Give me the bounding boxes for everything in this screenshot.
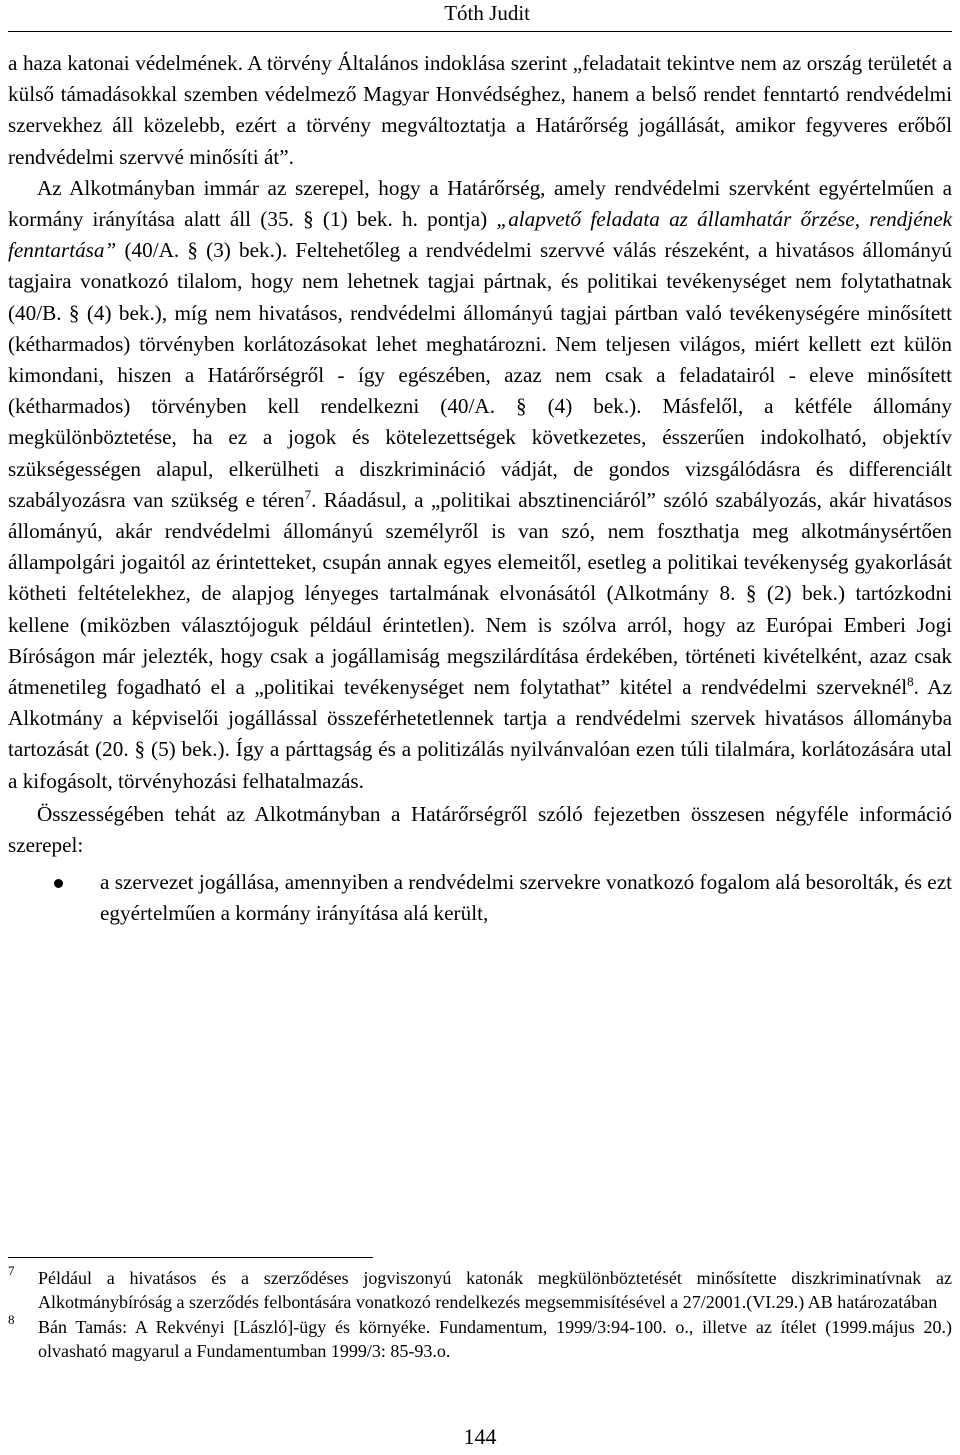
main-text: [8, 48, 952, 930]
running-header-author: Tóth Judit: [444, 1, 530, 25]
paragraph-1: a haza katonai védelmének. A törvény Általános indoklása szerint „feladatait tekintve nem az ország területét a külső támadásokkal szemben védelmező Magyar Honvédséghez, hanem a belső rendet fenntartó rendvédelmi szervekhez áll közelebb, ezért a törvény megváltoztatja a Határőrség jogállását, amikor fegyveres erőből rendvédelmi szervvé minősíti át”.: [8, 51, 952, 169]
header-divider: [8, 31, 952, 32]
footnote-7: [8, 1263, 952, 1314]
paragraph-2-text-a: Az Alkotmányban immár az szerepel, hogy a Határőrség, amely rendvédelmi szervként egyértelműen a kormány irányítása alatt áll (35. § (1) bek. h. pontja): [8, 175, 952, 232]
footnotes: [8, 1263, 952, 1363]
footnote-mark: 8: [8, 1312, 15, 1327]
footnote-ref-8[interactable]: 8: [907, 674, 914, 689]
footnote-8: [8, 1312, 952, 1363]
footnote-divider: [8, 1257, 373, 1258]
paragraph-2-text-b: (40/A. § (3) bek.). Feltehetőleg a rendvédelmi szervvé válás részeként, a hivatásos állományú tagjaira vonatkozó tilalom, hogy nem lehetnek tagjai pártnak, és politikai tevékenységet nem folytathatnak (40/B. § (4) bek.), míg nem hivatásos, rendvédelmi állományú tagjai pártban való tevékenységére minősített (kétharmados) törvényben korlátozásokat lehet meghatározni. Nem teljesen világos, miért kellett ezt külön kimondani, hiszen a Határőrségről - így egészében, azaz nem csak a feladatairól - eleve minősített (kétharmados) törvényben kell rendelkezni (40/A. § (4) bek.). Másfelől, a kétféle állomány megkülönböztetése, ha ez a jogok és kötelezettségek következetes, ésszerűen indokolható, objektív szükségességen alapul, elkerülheti a diszkrimináció vádját, de gondos vizsgálódásra és differenciált szabályozásra van szükség e téren: [8, 238, 952, 512]
paragraph-2-quote: „alapvető feladata az államhatár őrzése, rendjének fenntartása”: [8, 207, 952, 263]
footnote-mark: 7: [8, 1263, 15, 1278]
footnote-ref-7[interactable]: 7: [304, 486, 312, 502]
footnote-text: Bán Tamás: A Rekvényi [László]-ügy és környéke. Fundamentum, 1999/3:94-100. o., illetve az ítélet (1999.május 20.) olvasható magyarul a Fundamentumban 1999/3: 85-93.o.: [38, 1317, 952, 1361]
paragraph-2-text-c: . Ráadásul, a „politikai absztinenciáról” szóló szabályozás, akár hivatásos állományú, akár rendvédelmi állományú személyről is van szó, nem foszthatja meg alkotmánysértően állampolgári jogaitól az érintetteket, csupán annak egyes elemeitől, esetleg a politikai tevékenység gyakorlását kötheti feltételekhez, de alapjog lényeges tartalmának elvonásától (Alkotmány 8. § (2) bek.) tartózkodni kellene (miközben választójoguk például érintetlen). Nem is szólva arról, hogy az Európai Emberi Jogi Bíróságon már jelezték, hogy csak a jogállamiság megszilárdítása érdekében, történeti kivételként, azaz csak átmenetileg fogadható el a „politikai tevékenységet nem folytathat” kitétel a rendvédelmi szerveknél: [8, 487, 952, 700]
paragraph-2-text-d: . Az Alkotmány a képviselői jogállással összeférhetetlennek tartja a rendvédelmi szervek hivatásos állományba tartozását (20. § (5) bek.). Így a párttagság és a politizálás nyilvánvalóan ezen túli tilalmára, korlátozására utal a kifogásolt, törvényhozási felhatalmazás.: [8, 675, 952, 793]
bullet-icon: [54, 879, 63, 888]
footnote-text: Például a hivatásos és a szerződéses jogviszonyú katonák megkülönböztetését minősítette diszkriminatívnak az Alkotmánybíróság a szerződés felbontására vonatkozó rendelkezés megsemmisítésével a 27/2001.(VI.29.) AB határozatában: [38, 1268, 952, 1312]
paragraph-3: Összességében tehát az Alkotmányban a Határőrségről szóló fejezetben összesen négyféle információ szerepel:: [8, 801, 952, 858]
paragraph-2: [8, 173, 952, 797]
bullet-item-1-text: a szervezet jogállása, amennyiben a rendvédelmi szervekre vonatkozó fogalom alá besorolták, és ezt egyértelműen a kormány irányítása alá került,: [100, 870, 952, 926]
page-number: 144: [463, 1424, 497, 1449]
bullet-item-1: [8, 867, 952, 929]
